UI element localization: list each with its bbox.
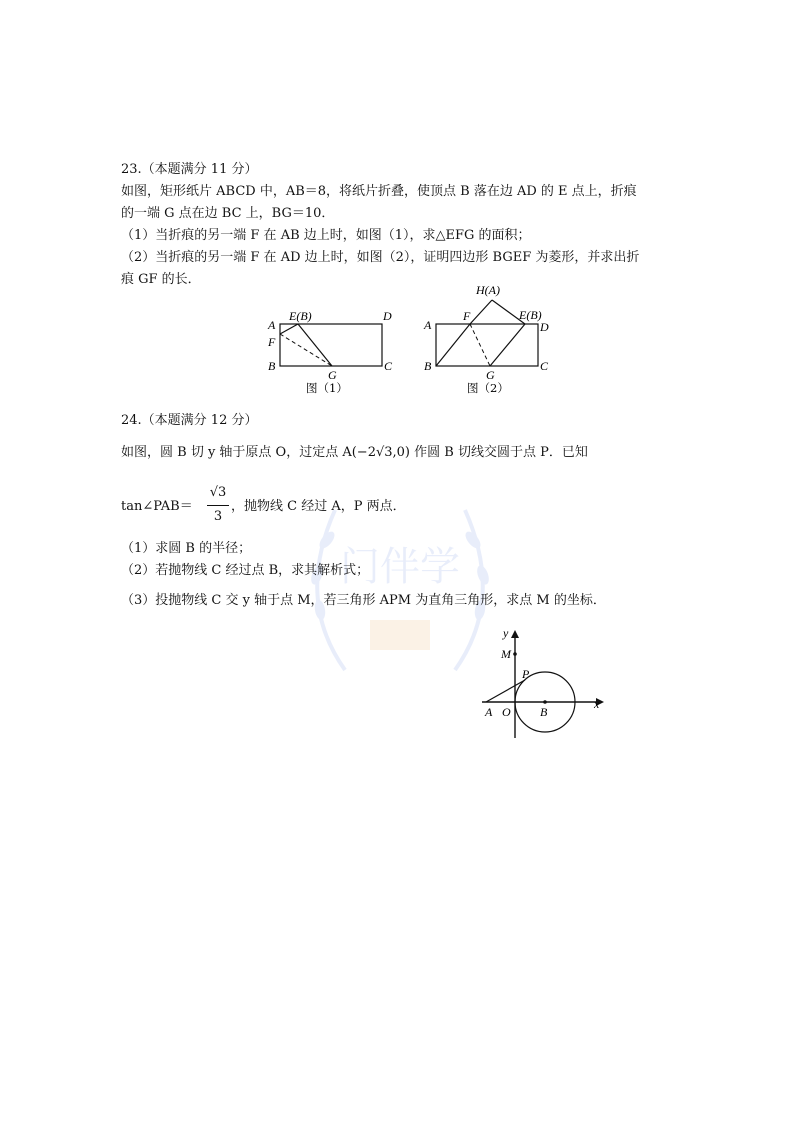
label-y: y [503, 626, 509, 640]
label-a: A [424, 318, 432, 332]
figure-2-caption: 图（2） [467, 381, 509, 395]
q24-intro-rest: ，抛物线 C 经过 A，P 两点． [231, 499, 406, 514]
figure-1-caption: 图（1） [306, 381, 348, 395]
label-g: G [486, 368, 495, 382]
segment-fh [470, 300, 492, 324]
q23-part2-line2: 痕 GF 的长． [121, 272, 201, 287]
center-point-b [543, 700, 547, 704]
label-e-b: E(B) [289, 309, 312, 323]
y-axis-arrow-icon [511, 630, 519, 638]
label-c: C [384, 359, 393, 373]
fraction-numerator: √3 [209, 485, 227, 500]
q24-part1: （1）求圆 B 的半径； [121, 541, 252, 556]
segment-eg [490, 324, 525, 366]
tan-expression: tan∠PAB＝ [121, 499, 193, 514]
label-x: x [594, 697, 600, 711]
label-f: F [268, 335, 276, 349]
q23-intro-line2: 的一端 G 点在边 BC 上，BG＝10． [121, 206, 335, 221]
tangent-line-ap [486, 680, 525, 702]
label-p: P [522, 667, 530, 681]
point-m [513, 652, 517, 656]
label-b: B [424, 359, 432, 373]
q23-header: 23.（本题满分 11 分） [121, 162, 258, 177]
fold-line-fg [470, 324, 490, 366]
segment-bf [436, 324, 470, 366]
q23-intro-line1: 如图，矩形纸片 ABCD 中，AB＝8，将纸片折叠，使顶点 B 落在边 AD 的 E 点上，折痕 [121, 184, 637, 199]
q24-part3: （3）投抛物线 C 交 y 轴于点 M，若三角形 APM 为直角三角形，求点 M 的坐标． [121, 593, 606, 608]
watermark-text: 门伴学 [340, 544, 460, 590]
fraction-bar [207, 505, 229, 506]
label-g: G [328, 368, 337, 382]
label-a: A [485, 705, 493, 719]
q23-figure-2 [420, 282, 560, 400]
label-d: D [540, 320, 549, 334]
q24-intro-line1: 如图，圆 B 切 y 轴于原点 O，过定点 A(−2√3,0) 作圆 B 切线交圆于点 P．已知 [121, 445, 588, 460]
label-e-b: E(B) [519, 308, 542, 322]
q24-figure [478, 626, 608, 742]
label-b: B [268, 359, 276, 373]
rectangle-abcd [436, 324, 538, 366]
label-f: F [463, 309, 471, 323]
q23-part1: （1）当折痕的另一端 F 在 AB 边上时，如图（1），求△EFG 的面积； [121, 228, 531, 243]
label-c: C [540, 359, 549, 373]
q24-header: 24.（本题满分 12 分） [121, 413, 258, 428]
fold-line-fg [280, 334, 332, 366]
q23-part2-line1: （2）当折痕的另一端 F 在 AD 边上时，如图（2），证明四边形 BGEF 为菱形，并求出折 [121, 250, 640, 265]
fraction-denominator: 3 [213, 509, 223, 524]
label-d: D [383, 309, 392, 323]
rectangle-abcd [280, 324, 382, 366]
segment-eg [298, 324, 332, 366]
label-h-a: H(A) [476, 283, 500, 297]
segment-fe [280, 324, 298, 334]
label-o: O [502, 705, 511, 719]
q23-figure-1 [262, 304, 412, 400]
label-b: B [540, 705, 548, 719]
q24-part2: （2）若抛物线 C 经过点 B，求其解析式； [121, 563, 370, 578]
label-m: M [501, 647, 511, 661]
label-a: A [268, 318, 276, 332]
